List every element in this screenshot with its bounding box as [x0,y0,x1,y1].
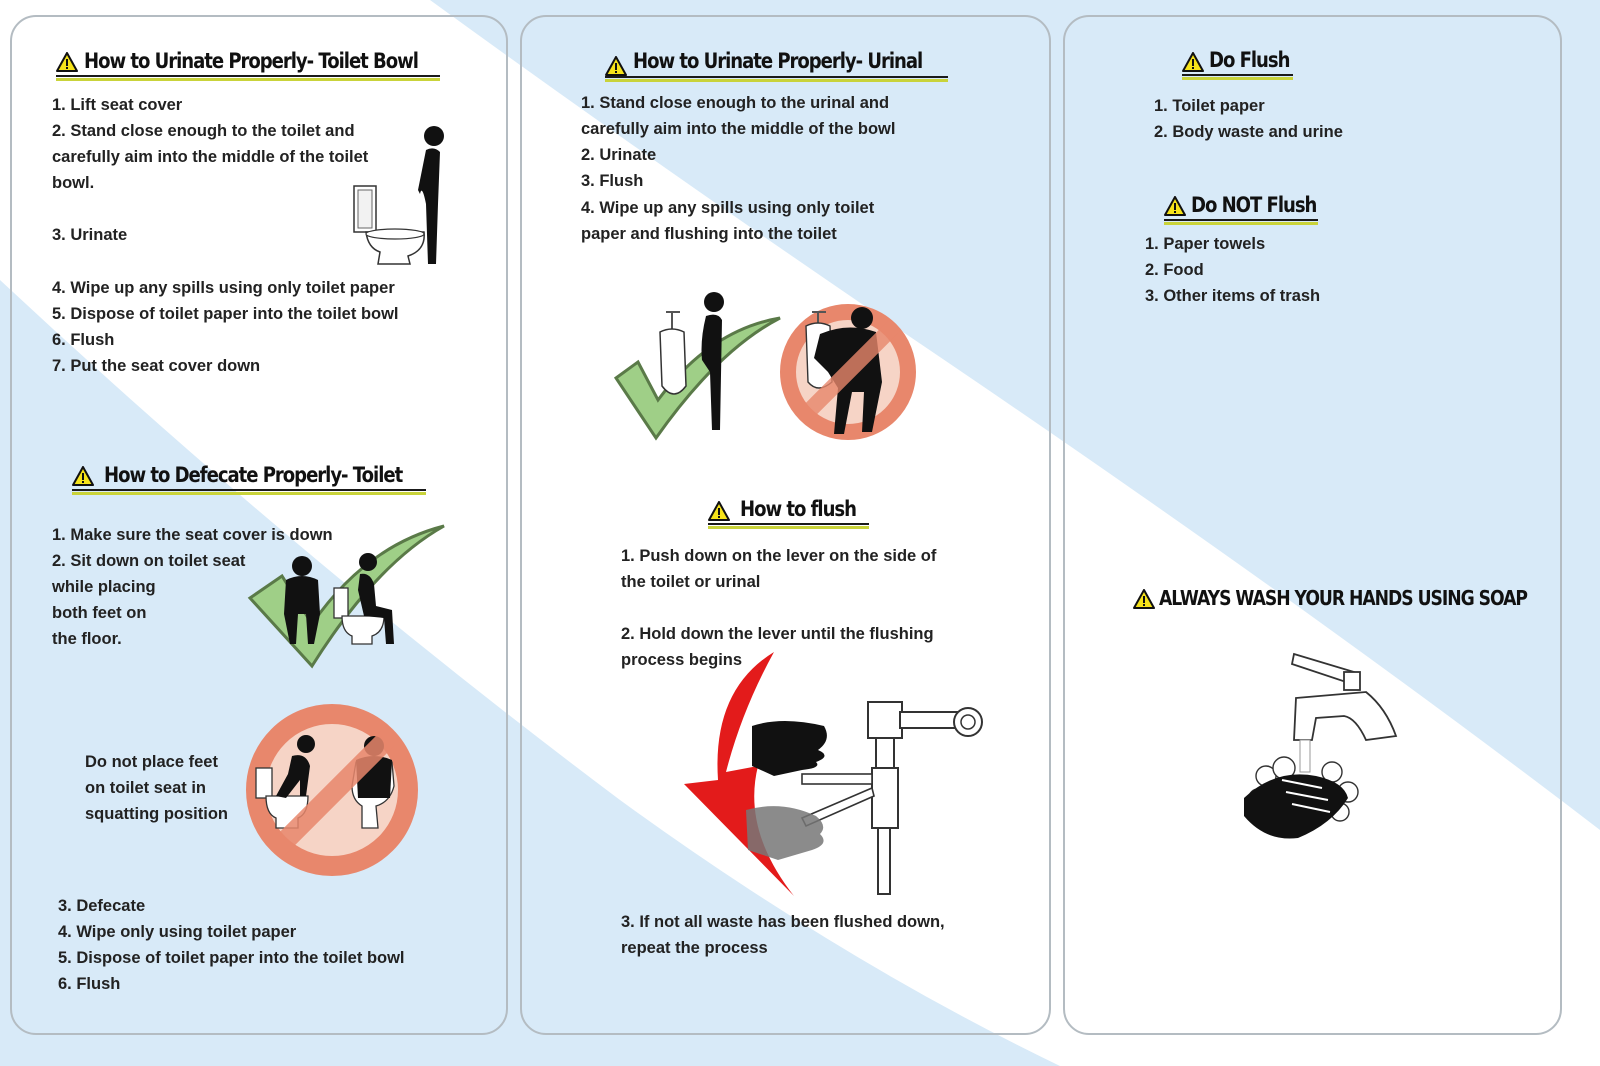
warning-icon [56,52,78,72]
step-text: 1. Make sure the seat cover is down [52,526,333,544]
step-text: 2. Urinate [581,146,657,164]
step-text: 5. Dispose of toilet paper into the toilet bowl [58,949,405,967]
step-text: 2. Sit down on toilet seat [52,552,246,570]
step-text: carefully aim into the middle of the bowl [581,120,896,138]
step-text: paper and flushing into the toilet [581,225,837,243]
title-underline-accent [708,526,869,529]
step-text: 1. Lift seat cover [52,96,183,114]
title-underline [605,76,948,78]
hand-icon [752,721,827,776]
title-underline-accent [605,79,948,82]
title-underline [56,75,440,77]
step-text: 4. Wipe only using toilet paper [58,923,297,941]
step-text: 5. Dispose of toilet paper into the toilet bowl [52,305,399,323]
title-underline [708,523,869,525]
warning-icon [72,466,94,486]
title-underline-accent [56,78,440,81]
title-underline [1164,219,1318,221]
warning-icon [1164,196,1186,216]
step-text: 3. If not all waste has been flushed down, [621,913,945,931]
warning-icon [1182,52,1204,72]
step-text: repeat the process [621,939,768,957]
list-item: 2. Food [1145,261,1204,279]
step-text: 1. Stand close enough to the urinal and [581,94,890,112]
prohibited-icon [778,302,918,442]
prohibited-icon [244,702,420,878]
toilet-bowl-title: How to Urinate Properly- Toilet Bowl [84,49,418,73]
step-text: 7. Put the seat cover down [52,357,261,375]
step-text: 3. Urinate [52,226,128,244]
warning-text: on toilet seat in [85,779,207,797]
warning-text: Do not place feet [85,753,218,771]
step-text: 3. Defecate [58,897,146,915]
step-text: 1. Push down on the lever on the side of [621,547,937,565]
wash-hands-title: ALWAYS WASH YOUR HANDS USING SOAP [1159,586,1527,610]
step-text: the toilet or urinal [621,573,761,591]
step-text: 4. Wipe up any spills using only toilet paper [52,279,395,297]
panel-flush-rules [1063,15,1562,1035]
list-item: 1. Paper towels [1145,235,1266,253]
warning-text: squatting position [85,805,228,823]
list-item: 3. Other items of trash [1145,287,1321,305]
list-item: 2. Body waste and urine [1154,123,1343,141]
step-text: 2. Stand close enough to the toilet and [52,122,355,140]
list-item: 1. Toilet paper [1154,97,1265,115]
title-underline-accent [1164,222,1318,225]
step-text: the floor. [52,630,122,648]
warning-icon [708,501,730,521]
step-text: both feet on [52,604,147,622]
step-text: while placing [52,578,156,596]
defecate-title: How to Defecate Properly- Toilet [104,463,403,487]
title-underline-accent [1182,77,1293,80]
step-text: 2. Hold down the lever until the flushing [621,625,934,643]
title-underline-accent [72,492,426,495]
step-text: process begins [621,651,743,669]
urinal-icon [614,290,782,440]
step-text: 6. Flush [58,975,121,993]
step-text: bowl. [52,174,95,192]
urinal-title: How to Urinate Properly- Urinal [633,49,923,73]
do-flush-title: Do Flush [1209,48,1290,72]
warning-icon [605,56,627,76]
step-text: 3. Flush [581,172,644,190]
title-underline [1182,74,1293,76]
warning-icon [1133,589,1155,609]
do-not-flush-title: Do NOT Flush [1191,193,1317,217]
person-icon [414,124,450,268]
flush-title: How to flush [740,497,856,521]
title-underline [72,489,426,491]
faucet-icon [1236,648,1400,844]
person-icon [280,554,400,648]
step-text: 4. Wipe up any spills using only toilet [581,199,875,217]
flush-lever-icon [682,650,988,900]
step-text: 6. Flush [52,331,115,349]
step-text: carefully aim into the middle of the toilet [52,148,369,166]
